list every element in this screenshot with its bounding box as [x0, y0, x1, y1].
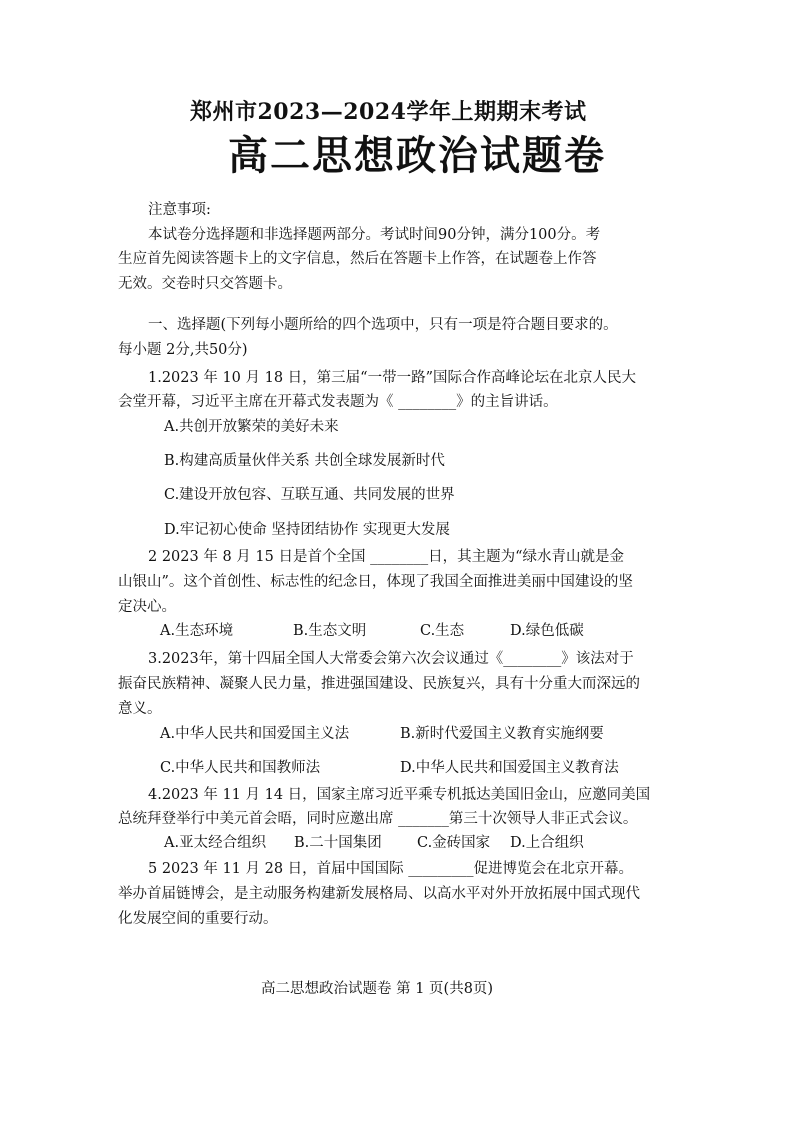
question-2-stem: 2 2023 年 8 月 15 日是首个全国 ________日，其主题为“绿水青山就是金 — [148, 549, 624, 565]
question-4-stem: 总统拜登举行中美元首会晤，同时应邀出席 _______第三十次领导人非正式会议。 — [118, 811, 638, 827]
question-3-option-c: C.中华人民共和国教师法 — [160, 760, 321, 776]
question-4-option-d: D.上合组织 — [510, 835, 584, 851]
question-2-stem: 定决心。 — [118, 599, 176, 615]
question-4-option-a: A.亚太经合组织 — [164, 835, 267, 851]
question-2-option-d: D.绿色低碳 — [510, 623, 584, 639]
notes-line: 本试卷分选择题和非选择题两部分。考试时间90分钟，满分100分。考 — [148, 227, 601, 243]
notes-heading: 注意事项: — [148, 202, 211, 218]
question-3-stem: 振奋民族精神、凝聚人民力量，推进强国建设、民族复兴，具有十分重大而深远的 — [118, 676, 640, 692]
section-heading: 一、选择题(下列每小题所给的四个选项中，只有一项是符合题目要求的。 — [148, 317, 618, 333]
question-1-stem: 会堂开幕，习近平主席在开幕式发表题为《 ________》的主旨讲话。 — [118, 394, 558, 410]
notes-line: 生应首先阅读答题卡上的文字信息，然后在答题卡上作答，在试题卷上作答 — [118, 251, 597, 267]
question-2-option-c: C.生态 — [420, 623, 465, 639]
page-footer: 高二思想政治试题卷 第 1 页(共8页) — [261, 981, 494, 997]
exam-title-line1: 郑州市2023—2024学年上期期末考试 — [190, 99, 587, 125]
exam-title-line2: 高二思想政治试题卷 — [228, 132, 606, 179]
question-4-option-c: C.金砖国家 — [417, 835, 491, 851]
question-2-stem: 山银山”。这个首创性、标志性的纪念日，体现了我国全面推进美丽中国建设的坚 — [118, 574, 633, 590]
question-4-stem: 4.2023 年 11 月 14 日，国家主席习近平乘专机抵达美国旧金山，应邀同美国 — [148, 787, 651, 803]
question-2-option-b: B.生态文明 — [293, 623, 367, 639]
question-1-option-b: B.构建高质量伙伴关系 共创全球发展新时代 — [164, 453, 445, 469]
question-1-option-c: C.建设开放包容、互联互通、共同发展的世界 — [164, 487, 455, 503]
question-1-stem: 1.2023 年 10 月 18 日，第三届“一带一路”国际合作高峰论坛在北京人民大 — [148, 370, 637, 386]
question-3-stem: 3.2023年，第十四届全国人大常委会第六次会议通过《________》该法对于 — [148, 651, 634, 667]
question-1-option-d: D.牢记初心使命 坚持团结协作 实现更大发展 — [164, 522, 450, 538]
question-2-option-a: A.生态环境 — [160, 623, 234, 639]
question-5-stem: 举办首届链博会，是主动服务构建新发展格局、以高水平对外开放拓展中国式现代 — [118, 886, 640, 902]
question-3-option-a: A.中华人民共和国爱国主义法 — [160, 726, 350, 742]
question-3-stem: 意义。 — [118, 701, 162, 717]
question-3-option-b: B.新时代爱国主义教育实施纲要 — [400, 726, 604, 742]
question-3-option-d: D.中华人民共和国爱国主义教育法 — [400, 760, 619, 776]
question-5-stem: 化发展空间的重要行动。 — [118, 911, 278, 927]
question-4-option-b: B.二十国集团 — [294, 835, 382, 851]
notes-line: 无效。交卷时只交答题卡。 — [118, 276, 292, 292]
section-heading-cont: 每小题 2分,共50分) — [118, 342, 248, 358]
question-5-stem: 5 2023 年 11 月 28 日，首届中国国际 _________促进博览会在北京开幕。 — [148, 861, 634, 877]
question-1-option-a: A.共创开放繁荣的美好未来 — [164, 419, 339, 435]
